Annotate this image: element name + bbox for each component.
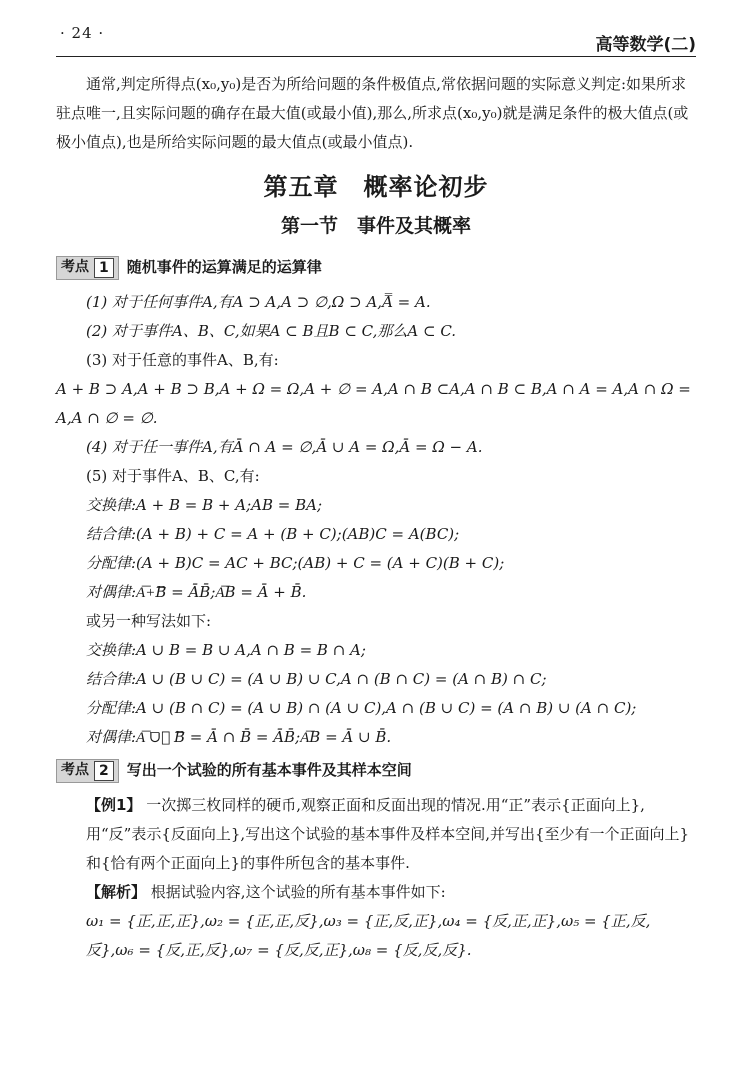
rule-line: 对偶律:A͞ ͞∪͞ ͞B = Ā ∩ B̄ = ĀB̄;A͞B = Ā ∪ B̄. — [86, 728, 392, 746]
analysis-label: 【解析】 — [86, 883, 147, 901]
rule-line: 交换律:A ∪ B = B ∪ A,A ∩ B = B ∩ A; — [86, 641, 366, 659]
point-2-title: 写出一个试验的所有基本事件及其样本空间 — [126, 761, 412, 779]
point-badge-label: 考点 — [61, 762, 89, 778]
rule-line: 或另一种写法如下: — [86, 612, 212, 630]
point-badge — [56, 256, 119, 280]
intro-paragraph: 通常,判定所得点(x₀,y₀)是否为所给问题的条件极值点,常依据问题的实际意义判定:如果所求驻点唯一,且实际问题的确存在最大值(或最小值),那么,所求点(x₀,y₀)就是满足条件的极大值点(或极小值点),也是所给实际问题的最大值点(或最小值点). — [56, 75, 689, 151]
example-text: 一次掷三枚同样的硬币,观察正面和反面出现的情况.用“正”表示{正面向上},用“反”表示{反面向上},写出这个试验的基本事件及样本空间,并写出{至少有一个正面向上}和{恰有两个正面向上}的事件所包含的基本事件. — [86, 796, 690, 872]
rule-line: 分配律:(A + B)C = AC + BC;(AB) + C = (A + C)(B + C); — [86, 554, 505, 572]
page-content — [56, 70, 696, 965]
point-1-title: 随机事件的运算满足的运算律 — [126, 258, 322, 276]
page-number: · 24 · — [60, 24, 105, 42]
point-badge-number: 2 — [94, 761, 114, 781]
analysis-text: 根据试验内容,这个试验的所有基本事件如下: — [150, 883, 446, 901]
section-title: 第一节 事件及其概率 — [280, 215, 471, 237]
book-title: 高等数学(二) — [595, 35, 696, 55]
rule-line: (3) 对于任意的事件A、B,有: — [86, 351, 279, 369]
point-2-header — [56, 756, 696, 785]
rule-line: 分配律:A ∪ (B ∩ C) = (A ∪ B) ∩ (A ∪ C),A ∩ (B ∪ C) = (A ∩ B) ∪ (A ∩ C); — [86, 699, 637, 717]
rule-line: (1) 对于任何事件A,有A ⊃ A,A ⊃ ∅,Ω ⊃ A,A̿ = A. — [86, 293, 431, 311]
point-1-header — [56, 253, 696, 282]
chapter-title: 第五章 概率论初步 — [263, 173, 489, 201]
rule-line: 结合律:A ∪ (B ∪ C) = (A ∪ B) ∪ C,A ∩ (B ∩ C) = (A ∩ B) ∩ C; — [86, 670, 547, 688]
rule-line: (5) 对于事件A、B、C,有: — [86, 467, 260, 485]
rule-line: 交换律:A + B = B + A;AB = BA; — [86, 496, 323, 514]
rule-line: 对偶律:A͞+͞B = ĀB̄;A͞B = Ā + B̄. — [86, 583, 307, 601]
rule-line: A + B ⊃ A,A + B ⊃ B,A + Ω = Ω,A + ∅ = A,A ∩ B ⊂A,A ∩ B ⊂ B,A ∩ A = A,A ∩ Ω = A,A ∩ ∅ = ∅. — [56, 380, 691, 427]
point-badge — [56, 759, 119, 783]
header-rule — [56, 56, 696, 57]
example-label: 【例1】 — [86, 796, 142, 814]
point-badge-label: 考点 — [61, 259, 89, 275]
point-badge-number: 1 — [94, 258, 114, 278]
rule-line: (2) 对于事件A、B、C,如果A ⊂ B且B ⊂ C,那么A ⊂ C. — [86, 322, 457, 340]
example-1 — [56, 791, 696, 878]
basic-events: ω₁ = {正,正,正},ω₂ = {正,正,反},ω₃ = {正,反,正},ω₄ = {反,正,正},ω₅ = {正,反,反},ω₆ = {反,正,反},ω₇ = {反,反,正},ω₈ = {反,反,反}. — [86, 912, 651, 959]
rule-line: 结合律:(A + B) + C = A + (B + C);(AB)C = A(BC); — [86, 525, 460, 543]
analysis — [56, 878, 696, 907]
rule-line: (4) 对于任一事件A,有Ā ∩ A = ∅,Ā ∪ A = Ω,Ā = Ω − A. — [86, 438, 483, 456]
page-header — [56, 18, 696, 58]
